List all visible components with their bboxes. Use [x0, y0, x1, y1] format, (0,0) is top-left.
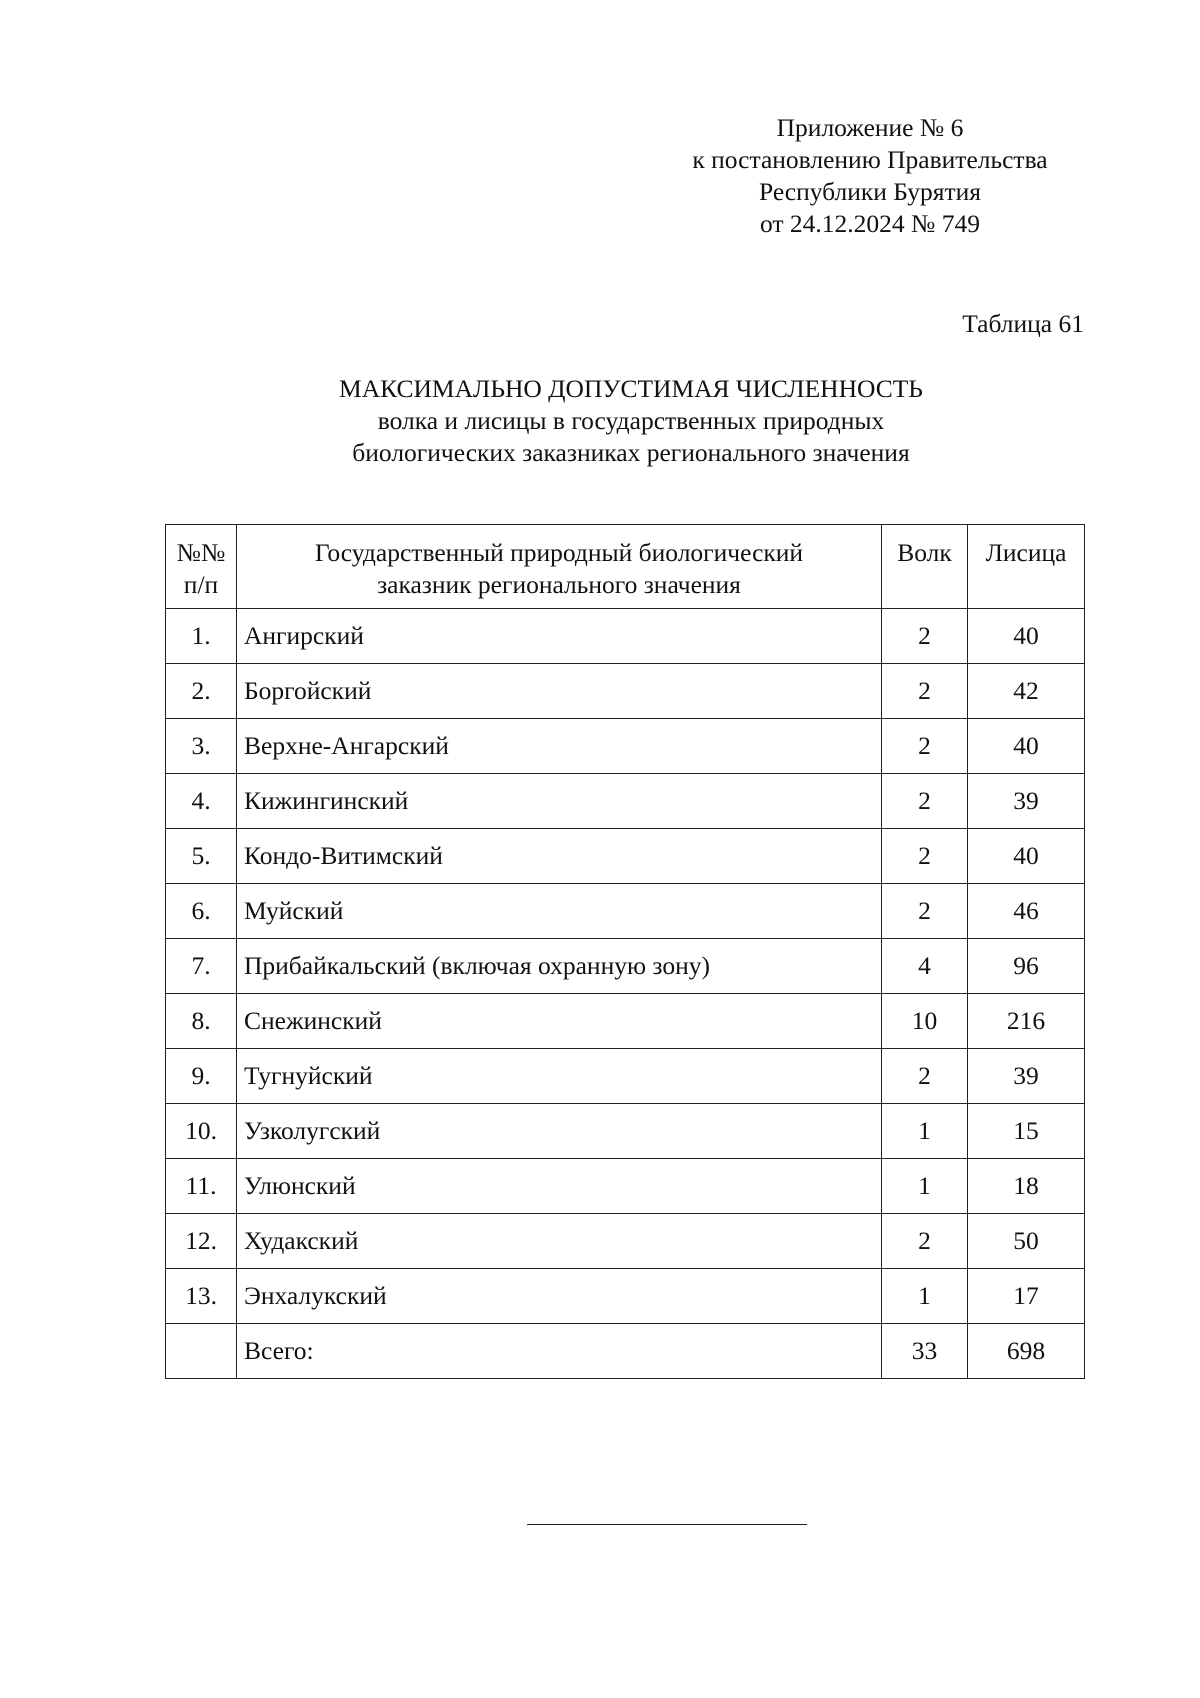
row-wolf-count: 1: [882, 1104, 968, 1159]
header-fox: Лисица: [968, 525, 1085, 609]
row-number: 9.: [166, 1049, 237, 1104]
row-fox-count: 17: [968, 1269, 1085, 1324]
table-row: [166, 1214, 1085, 1269]
row-number: 7.: [166, 939, 237, 994]
row-wolf-count: 2: [882, 1214, 968, 1269]
row-fox-count: 46: [968, 884, 1085, 939]
row-fox-count: 40: [968, 719, 1085, 774]
table-row: [166, 774, 1085, 829]
row-number: 8.: [166, 994, 237, 1049]
row-wolf-count: 2: [882, 774, 968, 829]
total-label: Всего:: [237, 1324, 882, 1379]
row-number: 5.: [166, 829, 237, 884]
row-fox-count: 42: [968, 664, 1085, 719]
table-row: [166, 994, 1085, 1049]
row-fox-count: 39: [968, 774, 1085, 829]
row-fox-count: 216: [968, 994, 1085, 1049]
row-number: 2.: [166, 664, 237, 719]
row-number: 4.: [166, 774, 237, 829]
header-reserve: [237, 525, 882, 609]
appendix-line: Республики Бурятия: [758, 177, 982, 206]
row-wolf-count: 2: [882, 1049, 968, 1104]
row-fox-count: 18: [968, 1159, 1085, 1214]
table-row: [166, 609, 1085, 664]
row-reserve-name: Кижингинский: [237, 774, 882, 829]
header-reserve-line: Государственный природный биологический: [314, 538, 804, 567]
row-fox-count: 15: [968, 1104, 1085, 1159]
appendix-block: [670, 112, 1070, 240]
row-number: 6.: [166, 884, 237, 939]
table-row: [166, 1159, 1085, 1214]
row-wolf-count: 10: [882, 994, 968, 1049]
row-wolf-count: 4: [882, 939, 968, 994]
row-reserve-name: Прибайкальский (включая охранную зону): [237, 939, 882, 994]
row-reserve-name: Ангирский: [237, 609, 882, 664]
document-title: [0, 373, 1200, 469]
row-reserve-name: Улюнский: [237, 1159, 882, 1214]
table-row: [166, 664, 1085, 719]
header-number-line: №№: [176, 538, 226, 567]
title-line: волка и лисицы в государственных природных: [377, 406, 885, 435]
appendix-line: Приложение № 6: [776, 113, 964, 142]
row-reserve-name: Энхалукский: [237, 1269, 882, 1324]
row-reserve-name: Узколугский: [237, 1104, 882, 1159]
row-number: 13.: [166, 1269, 237, 1324]
end-divider: [527, 1524, 807, 1525]
title-line: биологических заказниках регионального значения: [352, 438, 910, 467]
row-number: 3.: [166, 719, 237, 774]
total-fox-count: 698: [968, 1324, 1085, 1379]
row-reserve-name: Худакский: [237, 1214, 882, 1269]
row-fox-count: 39: [968, 1049, 1085, 1104]
header-reserve-line: заказник регионального значения: [377, 570, 741, 599]
row-number: 10.: [166, 1104, 237, 1159]
row-reserve-name: Верхне-Ангарский: [237, 719, 882, 774]
total-number: [166, 1324, 237, 1379]
appendix-line: от 24.12.2024 № 749: [759, 209, 980, 238]
row-wolf-count: 2: [882, 829, 968, 884]
row-reserve-name: Тугнуйский: [237, 1049, 882, 1104]
row-wolf-count: 2: [882, 664, 968, 719]
table-row: [166, 884, 1085, 939]
row-number: 1.: [166, 609, 237, 664]
table-row: [166, 719, 1085, 774]
row-number: 12.: [166, 1214, 237, 1269]
row-fox-count: 50: [968, 1214, 1085, 1269]
row-number: 11.: [166, 1159, 237, 1214]
row-reserve-name: Снежинский: [237, 994, 882, 1049]
title-line: МАКСИМАЛЬНО ДОПУСТИМАЯ ЧИСЛЕННОСТЬ: [339, 374, 923, 403]
table-total-row: [166, 1324, 1085, 1379]
table-row: [166, 1104, 1085, 1159]
table-number: Таблица 61: [962, 309, 1084, 338]
row-reserve-name: Боргойский: [237, 664, 882, 719]
row-wolf-count: 2: [882, 609, 968, 664]
header-number: [166, 525, 237, 609]
row-reserve-name: Муйский: [237, 884, 882, 939]
row-wolf-count: 2: [882, 884, 968, 939]
header-number-line: п/п: [183, 570, 219, 599]
quota-table: [165, 524, 1085, 1379]
header-wolf: Волк: [882, 525, 968, 609]
row-wolf-count: 2: [882, 719, 968, 774]
appendix-line: к постановлению Правительства: [692, 145, 1048, 174]
table-row: [166, 1049, 1085, 1104]
table-row: [166, 939, 1085, 994]
row-wolf-count: 1: [882, 1159, 968, 1214]
total-wolf-count: 33: [882, 1324, 968, 1379]
row-reserve-name: Кондо-Витимский: [237, 829, 882, 884]
row-fox-count: 40: [968, 609, 1085, 664]
table-row: [166, 829, 1085, 884]
row-fox-count: 40: [968, 829, 1085, 884]
row-wolf-count: 1: [882, 1269, 968, 1324]
table-row: [166, 1269, 1085, 1324]
row-fox-count: 96: [968, 939, 1085, 994]
table-header-row: [166, 525, 1085, 609]
